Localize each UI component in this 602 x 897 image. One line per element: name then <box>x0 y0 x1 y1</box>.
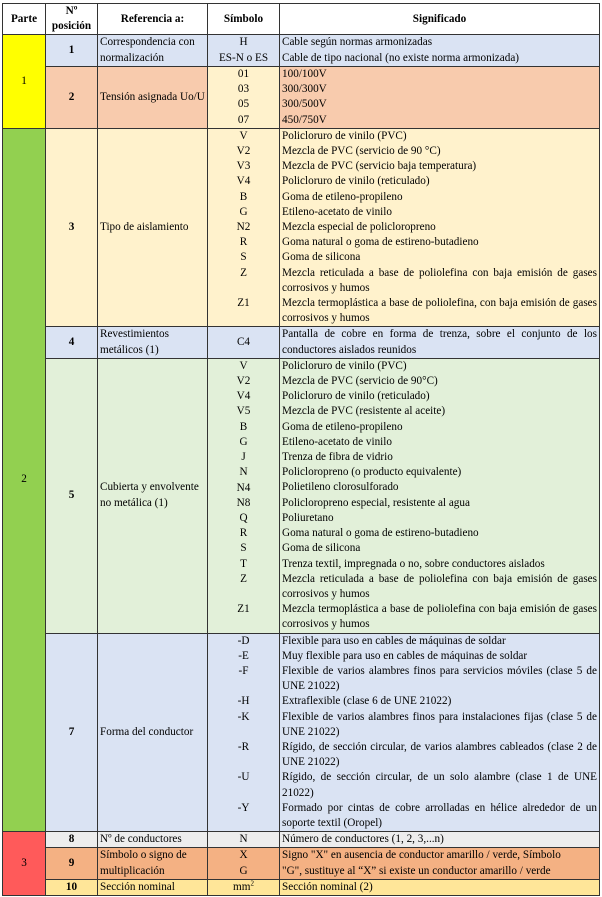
meaning-cell <box>280 327 600 358</box>
part-2-cell: 2 <box>3 128 46 831</box>
reference-label: Tensión asignada Uo/U <box>98 66 208 128</box>
meaning: Goma natural o goma de estireno-butadieno <box>282 236 479 249</box>
meaning: Mezcla termoplástica a base de poliolefina, con baja emisión de gases corrosivos y humos <box>282 297 597 325</box>
symbol: -E <box>238 649 249 662</box>
header-parte: Parte <box>3 4 46 35</box>
meaning: "G", sustituye al “X” si existe un conductor amarillo / verde <box>282 864 551 877</box>
symbol-cell <box>208 358 280 633</box>
table-row <box>3 128 600 327</box>
table-row <box>3 35 600 66</box>
symbol: -F <box>238 664 249 677</box>
symbol: B <box>239 420 248 433</box>
reference-label: Símbolo o signo de multiplicación <box>98 848 208 879</box>
meaning-cell <box>280 848 600 879</box>
meaning: Mezcla reticulada a base de poliolefina con baja emisión de gases corrosivos y humos <box>282 266 597 294</box>
meaning: Poliuretano <box>282 511 334 524</box>
meaning: Muy flexible para uso en cables de máquinas de soldar <box>282 649 528 662</box>
meaning: Goma de etileno-propileno <box>282 190 403 203</box>
symbol: Z <box>240 266 247 279</box>
meaning: 300/500V <box>282 98 327 111</box>
meaning: Trenza de fibra de vidrio <box>282 451 393 464</box>
meaning-cell <box>280 35 600 66</box>
symbol: V4 <box>236 175 251 188</box>
symbol: -Y <box>237 801 250 814</box>
meaning: Etileno-acetato de vinilo <box>282 435 392 448</box>
symbol: R <box>239 236 248 249</box>
symbol: S <box>240 542 247 555</box>
symbol: 03 <box>237 83 250 96</box>
meaning: Goma de etileno-propileno <box>282 420 403 433</box>
meaning: Flexible para uso en cables de máquinas de soldar <box>282 634 506 647</box>
symbol: -H <box>237 695 250 708</box>
position-number: 10 <box>46 879 98 895</box>
symbol: H <box>239 36 248 49</box>
symbol-cell <box>208 633 280 832</box>
meaning: Sección nominal (2) <box>282 880 373 893</box>
symbol-cell <box>208 128 280 327</box>
meaning: 300/300V <box>282 83 327 96</box>
meaning-cell <box>280 128 600 327</box>
meaning: Goma de silicona <box>282 542 361 555</box>
meaning: Cable de tipo nacional (no existe norma armonizada) <box>282 51 520 64</box>
table-row <box>3 848 600 879</box>
symbol: C4 <box>236 336 251 349</box>
symbol: 01 <box>237 67 250 80</box>
table-row <box>3 633 600 832</box>
reference-label: Correspondencia con normalización <box>98 35 208 66</box>
meaning-cell <box>280 832 600 848</box>
symbol: N4 <box>236 481 251 494</box>
symbol: R <box>239 527 248 540</box>
symbol: V2 <box>236 145 251 158</box>
meaning: Flexible de varios alambres finos para instalaciones fijas (clase 5 de UNE 21022) <box>282 710 597 738</box>
meaning: Mezcla de PVC (resistente al aceite) <box>282 405 446 418</box>
header-significado: Significado <box>280 4 600 35</box>
meaning: Mezcla especial de policloropreno <box>282 221 436 234</box>
table-row <box>3 358 600 633</box>
position-number: 7 <box>46 633 98 832</box>
meaning: 100/100V <box>282 67 327 80</box>
symbol: -D <box>237 634 250 647</box>
meaning: Policloruro de vinilo (reticulado) <box>282 390 430 403</box>
meaning: Flexible de varios alambres finos para servicios móviles (clase 5 de UNE 21022) <box>282 664 597 693</box>
symbol: V5 <box>236 405 251 418</box>
symbol: Z1 <box>237 603 250 616</box>
position-number: 2 <box>46 66 98 128</box>
meaning: Formado por cintas de cobre arrolladas en hélice alrededor de un soporte textil (Oropel) <box>282 801 597 829</box>
symbol: N <box>239 833 248 846</box>
symbol: B <box>239 190 248 203</box>
symbol: -R <box>237 740 250 753</box>
reference-label: Cubierta y envolvente no metálica (1) <box>98 358 208 633</box>
symbol: 05 <box>237 98 250 111</box>
meaning: Policloropreno (o producto equivalente) <box>282 466 462 479</box>
symbol: Z1 <box>237 297 250 310</box>
reference-label: Tipo de aislamiento <box>98 128 208 327</box>
reference-label: Sección nominal <box>98 879 208 895</box>
table-row <box>3 327 600 358</box>
header-row <box>3 4 600 35</box>
symbol: N2 <box>236 221 251 234</box>
meaning: Pantalla de cobre en forma de trenza, sobre el conjunto de los conductores aislados reunidos <box>282 328 597 356</box>
symbol: V4 <box>236 390 251 403</box>
meaning: Rígido, de sección circular, de un solo alambre (clase 1 de UNE 21022) <box>282 771 597 799</box>
header-simbolo: Símbolo <box>208 4 280 35</box>
meaning: 450/750V <box>282 113 327 126</box>
header-posicion: Nº posición <box>46 4 98 35</box>
meaning: Mezcla de PVC (servicio de 90°C) <box>282 375 438 388</box>
part-3-cell: 3 <box>3 832 46 896</box>
symbol: N8 <box>236 496 251 509</box>
meaning: Mezcla de PVC (servicio baja temperatura) <box>282 160 477 173</box>
meaning: Cable según normas armonizadas <box>282 36 433 49</box>
meaning-cell <box>280 358 600 633</box>
table-row <box>3 832 600 848</box>
meaning-cell <box>280 633 600 832</box>
symbol: Q <box>239 511 248 524</box>
position-number: 3 <box>46 128 98 327</box>
meaning: Goma natural o goma de estireno-butadieno <box>282 527 479 540</box>
symbol: -K <box>237 710 250 723</box>
symbol-cell <box>208 848 280 879</box>
position-number: 1 <box>46 35 98 66</box>
header-referencia: Referencia a: <box>98 4 208 35</box>
cable-designation-table <box>2 3 600 896</box>
symbol: J <box>241 451 246 464</box>
symbol: ES-N o ES <box>218 51 269 64</box>
symbol: G <box>239 205 248 218</box>
symbol: T <box>240 557 247 570</box>
meaning: Policloropreno especial, resistente al agua <box>282 496 470 509</box>
reference-label: Revestimientos metálicos (1) <box>98 327 208 358</box>
meaning: Extraflexible (clase 6 de UNE 21022) <box>282 695 452 708</box>
meaning: Etileno-acetato de vinilo <box>282 205 392 218</box>
position-number: 9 <box>46 848 98 879</box>
position-number: 8 <box>46 832 98 848</box>
symbol: Z <box>240 572 247 585</box>
symbol: -U <box>237 771 250 784</box>
superscript: 2 <box>250 879 254 888</box>
meaning: Trenza textil, impregnada o no, sobre conductores aislados <box>282 557 545 570</box>
position-number: 5 <box>46 358 98 633</box>
reference-label: Nº de conductores <box>98 832 208 848</box>
symbol: N <box>239 466 248 479</box>
meaning: Rígido, de sección circular, de varios alambres cableados (clase 2 de UNE 21022) <box>282 740 597 769</box>
symbol: V <box>239 359 248 372</box>
symbol: 07 <box>237 113 250 126</box>
meaning: Mezcla de PVC (servicio de 90 °C) <box>282 145 441 158</box>
symbol: mm <box>233 880 251 893</box>
symbol: G <box>239 435 248 448</box>
meaning: Mezcla reticulada a base de poliolefina con baja emisión de gases corrosivos y humos <box>282 572 597 600</box>
meaning: Policloruro de vinilo (reticulado) <box>282 175 430 188</box>
meaning: Signo "X" en ausencia de conductor amarillo / verde, Símbolo <box>282 849 561 862</box>
table-row <box>3 879 600 895</box>
meaning: Policloruro de vinilo (PVC) <box>282 359 407 372</box>
meaning-cell <box>280 879 600 895</box>
meaning: Polietileno clorosulforado <box>282 481 399 494</box>
symbol-cell <box>208 35 280 66</box>
symbol: V3 <box>236 160 251 173</box>
symbol-cell <box>208 66 280 128</box>
symbol: S <box>240 251 247 264</box>
symbol: X <box>239 849 248 862</box>
symbol-cell <box>208 327 280 358</box>
symbol-cell <box>208 832 280 848</box>
position-number: 4 <box>46 327 98 358</box>
symbol: V2 <box>236 375 251 388</box>
meaning: Policloruro de vinilo (PVC) <box>282 129 407 142</box>
symbol: G <box>239 864 248 877</box>
symbol-cell <box>208 879 280 895</box>
meaning: Goma de silicona <box>282 251 361 264</box>
table-row <box>3 66 600 128</box>
meaning: Número de conductores (1, 2, 3,...n) <box>282 833 444 846</box>
meaning: Mezcla termoplástica a base de poliolefina con baja emisión de gases corrosivos y humos <box>282 603 597 631</box>
reference-label: Forma del conductor <box>98 633 208 832</box>
symbol: V <box>239 129 248 142</box>
part-1-cell: 1 <box>3 35 46 128</box>
meaning-cell <box>280 66 600 128</box>
